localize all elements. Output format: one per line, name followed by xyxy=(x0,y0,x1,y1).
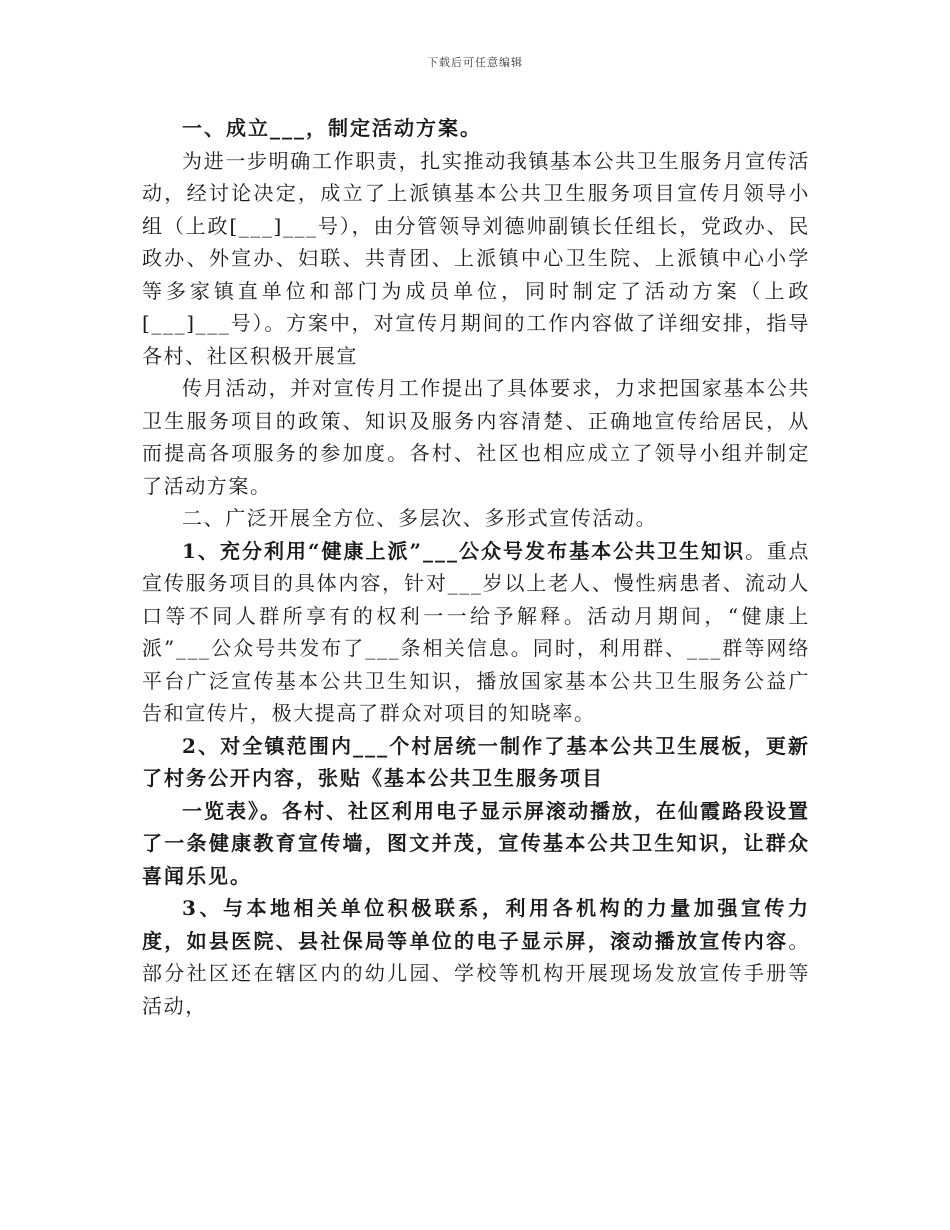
section-heading-1 xyxy=(142,112,810,145)
normal-text: 。重点宣传服务项目的具体内容，针对___岁以上老人、慢性病患者、流动人口等不同人群所享有的权利一一给予解释。活动月期间，“健康上派”___公众号共发布了___条相关信息。同时，利用群、___群等网络平台广泛宣传基本公共卫生知识，播放国家基本公共卫生服务公益广告和宣传片，极大提高了群众对项目的知晓率。 xyxy=(142,538,810,725)
body-paragraph xyxy=(142,892,810,1022)
bold-text: 3、与本地相关单位积极联系，利用各机构的力量加强宣传力度，如县医院、县社保局等单位的电子显示屏，滚动播放宣传内容 xyxy=(142,896,810,953)
document-body xyxy=(142,112,810,1022)
normal-text: 二、广泛开展全方位、多层次、多形式宣传活动。 xyxy=(182,506,658,530)
bold-text: 2、对全镇范围内___个村居统一制作了基本公共卫生展板，更新了村务公开内容，张贴《基本公共卫生服务项目 xyxy=(142,733,810,790)
normal-text: 传月活动，并对宣传月工作提出了具体要求，力求把国家基本公共卫生服务项目的政策、知识及服务内容清楚、正确地宣传给居民，从而提高各项服务的参加度。各村、社区也相应成立了领导小组并制定了活动方案。 xyxy=(142,376,810,498)
normal-text: 为进一步明确工作职责，扎实推动我镇基本公共卫生服务月宣传活动，经讨论决定，成立了上派镇基本公共卫生服务项目宣传月领导小组（上政[___]___号），由分管领导刘德帅副镇长任组长，党政办、民政办、外宣办、妇联、共青团、上派镇中心卫生院、上派镇中心小学等多家镇直单位和部门为成员单位，同时制定了活动方案（上政[___]___号）。方案中，对宣传月期间的工作内容做了详细安排，指导各村、社区积极开展宣 xyxy=(142,148,810,368)
bold-text: 一览表》。各村、社区利用电子显示屏滚动播放，在仙霞路段设置了一条健康教育宣传墙，图文并茂，宣传基本公共卫生知识，让群众喜闻乐见。 xyxy=(142,798,810,888)
section-heading-2 xyxy=(142,502,810,535)
body-paragraph xyxy=(142,535,810,730)
bold-text: 一、成立___，制定活动方案。 xyxy=(182,116,482,140)
bold-text: 1、充分利用“健康上派”___公众号发布基本公共卫生知识 xyxy=(182,538,746,563)
body-paragraph xyxy=(142,730,810,795)
normal-text: 。部分社区还在辖区内的幼儿园、学校等机构开展现场发放宣传手册等活动， xyxy=(142,928,810,1018)
body-paragraph xyxy=(142,145,810,373)
body-paragraph xyxy=(142,795,810,893)
body-paragraph xyxy=(142,372,810,502)
page-header: 下载后可任意编辑 xyxy=(427,56,523,69)
